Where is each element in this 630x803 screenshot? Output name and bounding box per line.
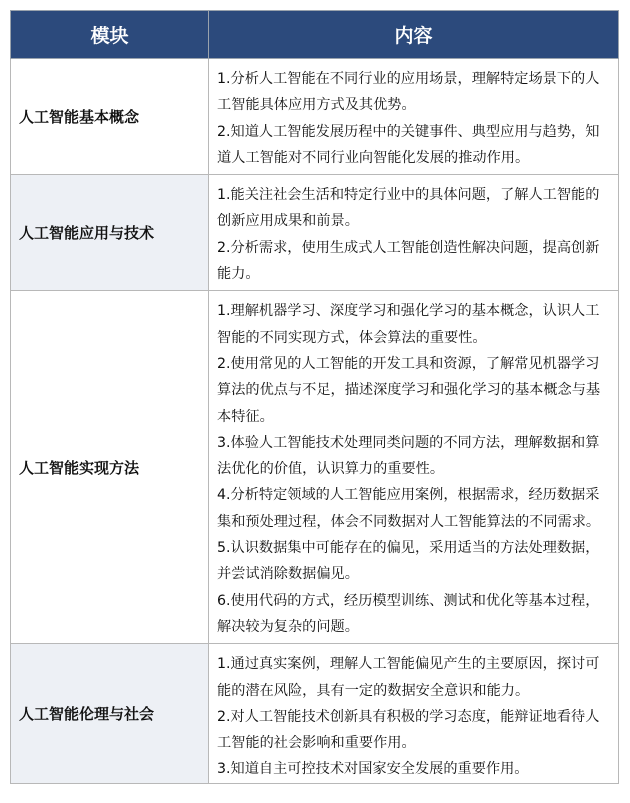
- content-item: 2.使用常见的人工智能的开发工具和资源，了解常见机器学习算法的优点与不足，描述深度学习和强化学习的基本概念与基本特征。: [217, 355, 601, 425]
- content-item: 4.分析特定领域的人工智能应用案例，根据需求，经历数据采集和预处理过程，体会不同数据对人工智能算法的不同需求。: [217, 487, 601, 530]
- content-item: 3.体验人工智能技术处理同类问题的不同方法，理解数据和算法优化的价值，认识算力的重要性。: [217, 434, 600, 478]
- content-item: 1.分析人工智能在不同行业的应用场景，理解特定场景下的人工智能具体应用方式及其优势。: [217, 71, 600, 114]
- content-item: 2.对人工智能技术创新具有积极的学习态度，能辩证地看待人工智能的社会影响和重要作用。: [217, 708, 600, 752]
- content-cell: [209, 59, 619, 175]
- content-item: 1.通过真实案例，理解人工智能偏见产生的主要原因，探讨可能的潜在风险，具有一定的数据安全意识和能力。: [217, 656, 600, 699]
- header-module: 模块: [11, 11, 209, 59]
- content-cell: [209, 175, 619, 291]
- module-cell: 人工智能伦理与社会: [11, 644, 209, 783]
- module-cell: 人工智能应用与技术: [11, 175, 209, 291]
- content-item: 2.分析需求，使用生成式人工智能创造性解决问题，提高创新能力。: [217, 239, 600, 283]
- content-cell: [209, 291, 619, 644]
- content-item: 2.知道人工智能发展历程中的关键事件、典型应用与趋势，知道人工智能对不同行业向智能化发展的推动作用。: [217, 123, 600, 166]
- curriculum-table: [10, 10, 619, 784]
- content-cell: [209, 644, 619, 783]
- content-item: 1.理解机器学习、深度学习和强化学习的基本概念，认识人工智能的不同实现方式，体会算法的重要性。: [217, 303, 600, 346]
- header-content: 内容: [209, 11, 619, 59]
- table-row: [11, 175, 619, 291]
- table-row: [11, 291, 619, 644]
- module-cell: 人工智能实现方法: [11, 291, 209, 644]
- content-item: 1.能关注社会生活和特定行业中的具体问题，了解人工智能的创新应用成果和前景。: [217, 187, 600, 230]
- content-item: 5.认识数据集中可能存在的偏见，采用适当的方法处理数据，并尝试消除数据偏见。: [217, 540, 600, 583]
- header-row: [11, 11, 619, 59]
- module-cell: 人工智能基本概念: [11, 59, 209, 175]
- table-row: [11, 59, 619, 175]
- content-item: 3.知道自主可控技术对国家安全发展的重要作用。: [217, 761, 529, 778]
- table-row: [11, 644, 619, 783]
- content-item: 6.使用代码的方式，经历模型训练、测试和优化等基本过程，解决较为复杂的问题。: [217, 592, 600, 635]
